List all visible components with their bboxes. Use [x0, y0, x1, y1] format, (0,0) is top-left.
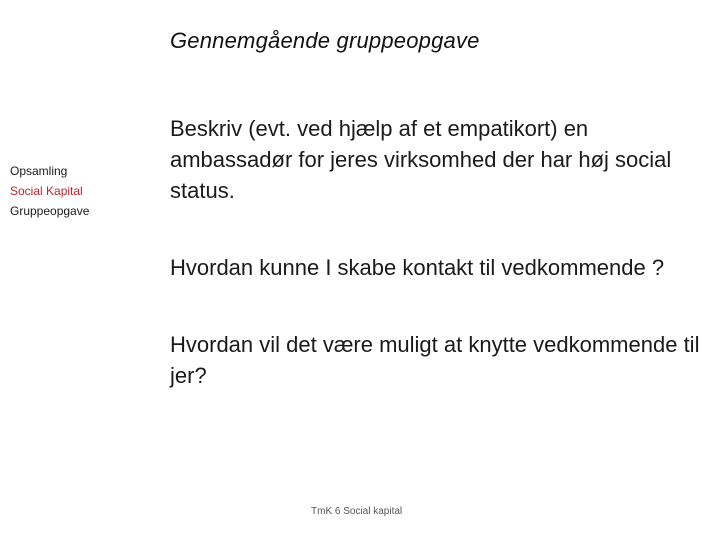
slide-content	[170, 113, 710, 391]
section-nav	[10, 161, 89, 221]
content-paragraph-3: Hvordan vil det være muligt at knytte vedkommende til jer?	[170, 332, 700, 388]
slide-footer: TmK 6 Social kapital	[311, 506, 403, 517]
slide-title: Gennemgående gruppeopgave	[170, 28, 480, 53]
content-paragraph-1: Beskriv (evt. ved hjælp af et empatikort) en ambassadør for jeres virksomhed der har høj social status.	[170, 116, 672, 203]
nav-item-opsamling: Opsamling	[10, 164, 68, 178]
content-paragraph-2: Hvordan kunne I skabe kontakt til vedkommende ?	[170, 255, 665, 280]
nav-item-social-kapital: Social Kapital	[10, 184, 83, 198]
nav-item-gruppeopgave: Gruppeopgave	[10, 204, 90, 218]
